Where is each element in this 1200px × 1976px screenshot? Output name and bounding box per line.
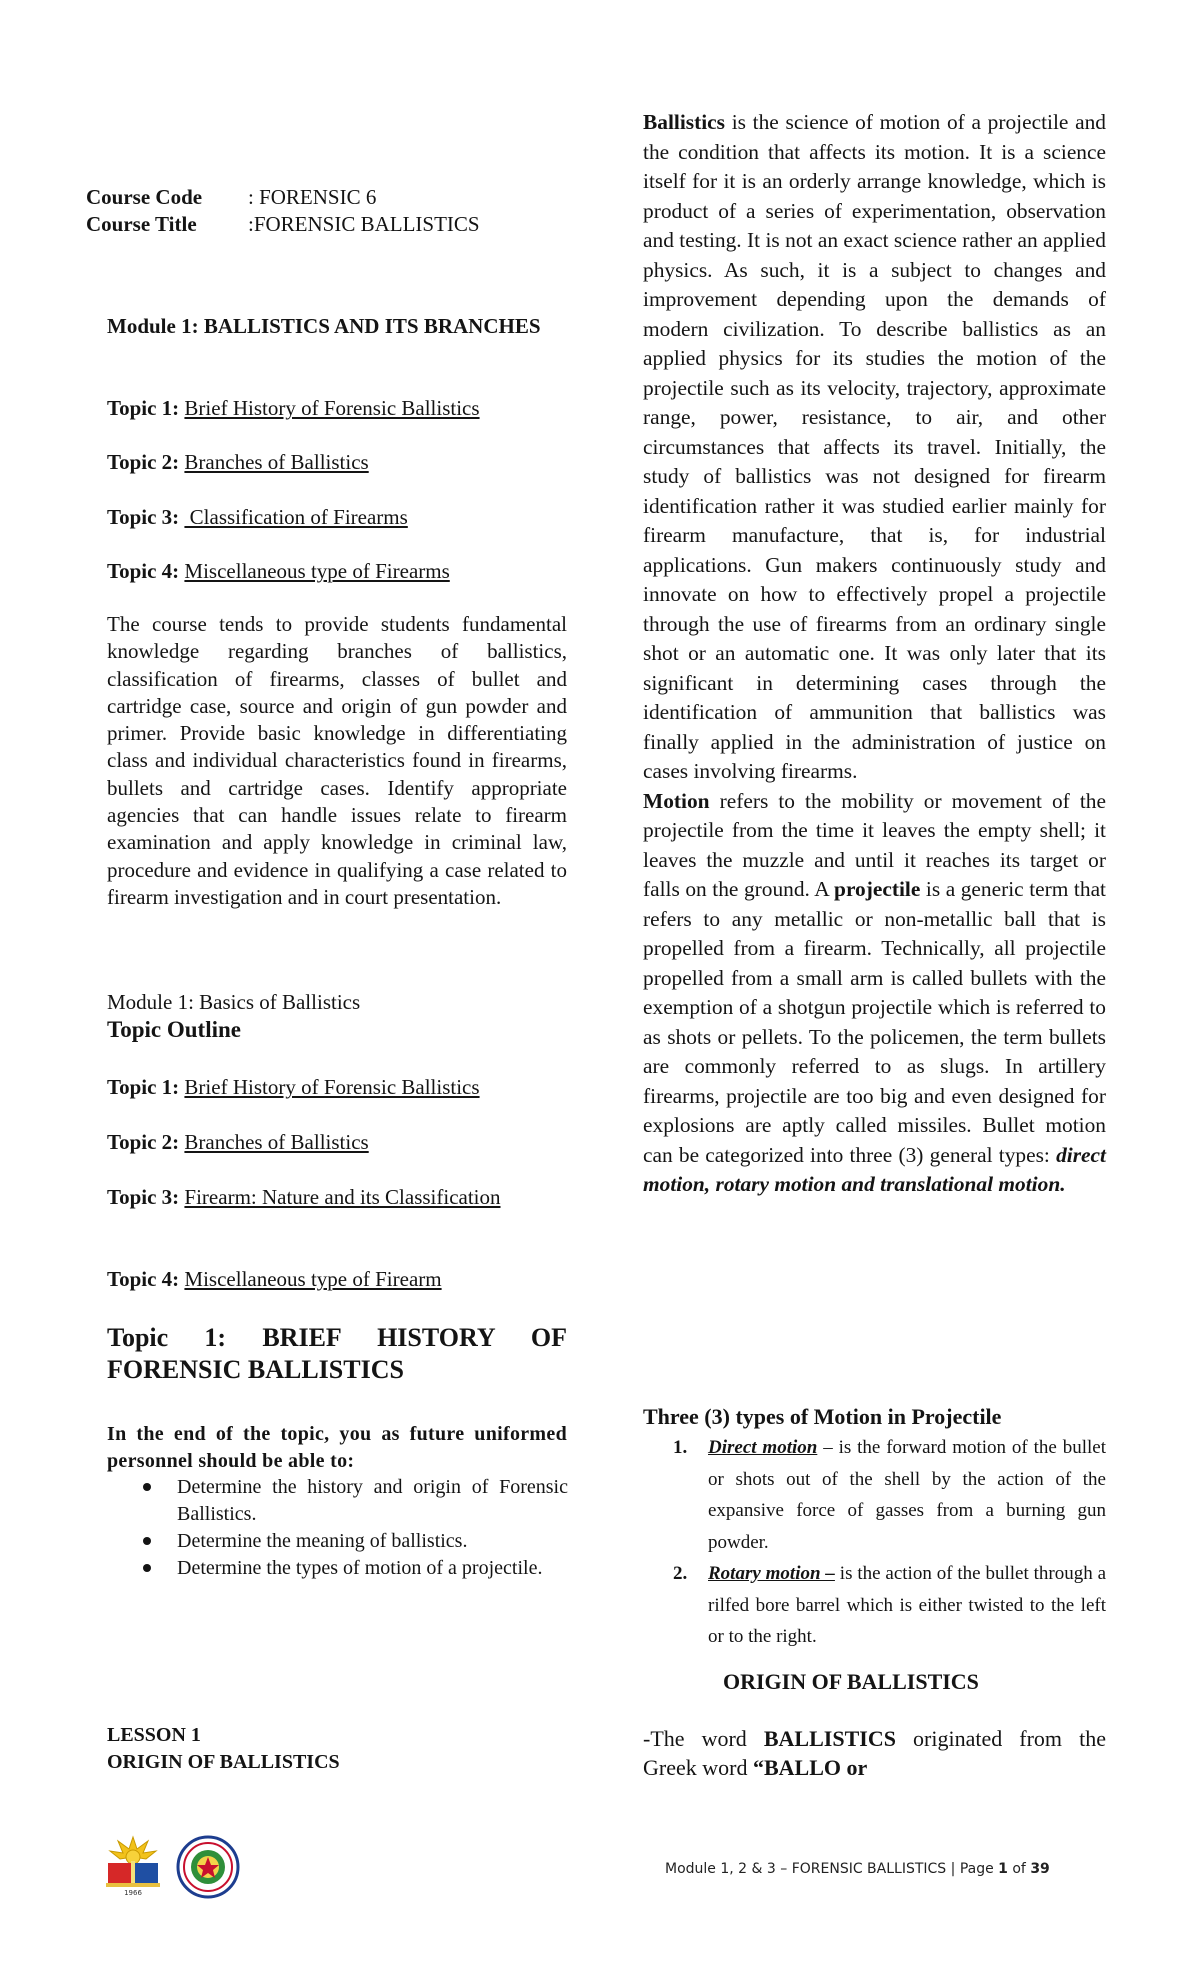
- page-number: 1: [998, 1861, 1008, 1877]
- motion-type-text: – is the forward motion of the bullet or shots out of the shell by the action of the expansive force of gasses from a burning gun powder.: [708, 1437, 1106, 1553]
- ballistics-term: Ballistics: [643, 110, 726, 134]
- topic-link[interactable]: Brief History of Forensic Ballistics: [184, 396, 480, 420]
- projectile-text: is a generic term that refers to any metallic or non-metallic ball that is propelled from a firearm. Technically, all projectile propelled from a small arm is called bullets with the exemption of a shotgun projectile which is referred to as shots or pellets. To the policemen, the term bullets are commonly referred to as slugs. In artillery firearms, projectile are too big and even designed for explosions are aptly called missiles. Bullet motion can be categorized into three (3) general types:: [643, 877, 1107, 1167]
- outline-heading: Topic Outline: [107, 1017, 241, 1042]
- course-title-value: :FORENSIC BALLISTICS: [248, 212, 480, 236]
- motion-types: direct motion, rotary motion and translational motion.: [643, 1142, 1106, 1196]
- outline-topic-1: [107, 1074, 480, 1101]
- course-title-line: [86, 211, 480, 238]
- course-code-value: : FORENSIC 6: [248, 185, 377, 209]
- motion-type-text: is the action of the bullet through a rilfed bore barrel which is either twisted to the left or to the right.: [708, 1563, 1107, 1647]
- bullet-icon: [143, 1564, 151, 1572]
- motion-types-list: [643, 1432, 1106, 1653]
- course-code-line: [86, 184, 376, 211]
- bullet-icon: [143, 1537, 151, 1545]
- module-title: Module 1: BALLISTICS AND ITS BRANCHES: [107, 314, 541, 338]
- origin-term: BALLISTICS: [763, 1726, 896, 1751]
- logo-year: 1966: [124, 1889, 142, 1897]
- ballistics-text: is the science of motion of a projectile and the condition that affects its motion. It is a science itself for it is an orderly arrange knowledge, which is product of a series of experimentation, observation and testing. It is not an exact science rather an applied physics. As such, it is a subject to changes and improvement depending upon the demands of modern civilization. To describe ballistics as an applied physics for its studies the motion of the projectile such as its velocity, trajectory, approximate range, power, resistance, to air, and other circumstances that affects its travel. Initially, the study of ballistics was not designed for firearm identification rather it was studied earlier mainly for firearm manufacture, that is, for industrial applications. Gun makers continuously study and innovate on how to effectively propel a projectile through the use of firearms from an ordinary single shot or an automatic one. It was only later that its significant in determining cases through the identification of ammunition that ballistics was finally applied in the administration of justice on cases involving firearms.: [643, 110, 1106, 783]
- topic-label: Topic 4:: [107, 559, 180, 583]
- footer-of: of: [1007, 1861, 1031, 1877]
- course-description: The course tends to provide students fundamental knowledge regarding branches of ballistics, classification of firearms, classes of bullet and cartridge case, source and origin of gun powder and primer. Provide basic knowledge in differentiating class and individual characteristics found in firearms, bullets and cartridge cases. Identify appropriate agencies that can handle issues relate to firearm examination and apply knowledge in criminal law, procedure and evidence in qualifying a case related to firearm investigation and in court presentation.: [107, 612, 567, 909]
- objective-item: [140, 1555, 568, 1582]
- topic-label: Topic 4:: [107, 1267, 180, 1291]
- school-logo-icon: [102, 1835, 164, 1897]
- objective-item: [140, 1528, 568, 1555]
- origin-paragraph: [643, 1724, 1106, 1782]
- motion-type-term: Direct motion: [708, 1437, 818, 1458]
- lesson-label: LESSON 1: [107, 1724, 201, 1746]
- topic-label: Topic 1:: [107, 396, 180, 420]
- motion-text: refers to the mobility or movement of the projectile from the time it leaves the empty shell; it leaves the muzzle and until it reaches its target or falls on the ground. A: [643, 788, 1106, 901]
- topic-link[interactable]: Firearm: Nature and its Classification: [184, 1185, 501, 1209]
- lesson-title: ORIGIN OF BALLISTICS: [107, 1751, 340, 1773]
- motion-paragraph: [643, 787, 1106, 1200]
- footer-prefix: Module 1, 2 & 3 – FORENSIC BALLISTICS | Page: [665, 1861, 999, 1877]
- topic-label: Topic 3:: [107, 1185, 180, 1209]
- origin-prefix: -The word: [643, 1726, 764, 1751]
- outline-topic-2: [107, 1129, 369, 1156]
- topic-link[interactable]: Branches of Ballistics: [184, 1130, 369, 1154]
- ballistics-paragraph: [643, 108, 1106, 787]
- list-number: 2.: [673, 1563, 688, 1584]
- course-title-label: Course Title: [86, 212, 197, 236]
- topic-label: Topic 1:: [107, 1075, 180, 1099]
- list-number: 1.: [673, 1437, 688, 1458]
- outline-topic-4: [107, 1266, 442, 1293]
- topic-link[interactable]: Miscellaneous type of Firearms: [184, 559, 450, 583]
- motion-type-item: [643, 1432, 1106, 1558]
- university-seal-icon: [176, 1835, 240, 1899]
- topic-link[interactable]: Branches of Ballistics: [184, 450, 369, 474]
- topic-link[interactable]: Brief History of Forensic Ballistics: [184, 1075, 480, 1099]
- projectile-term: projectile: [834, 877, 921, 901]
- objectives-list: [140, 1474, 568, 1582]
- course-code-label: Course Code: [86, 185, 203, 209]
- objectives-intro: In the end of the topic, you as future uniformed personnel should be able to:: [107, 1423, 567, 1472]
- page-total: 39: [1030, 1861, 1050, 1877]
- origin-heading: ORIGIN OF BALLISTICS: [723, 1669, 979, 1694]
- module-topic-4: [107, 558, 450, 585]
- right-column: [643, 108, 1106, 1200]
- module-topic-3: [107, 504, 408, 531]
- objective-text: Determine the meaning of ballistics.: [177, 1530, 468, 1552]
- topic-link[interactable]: Miscellaneous type of Firearm: [184, 1267, 442, 1291]
- topic-label: Topic 3:: [107, 505, 180, 529]
- objective-item: [140, 1474, 568, 1528]
- topic-label: Topic 2:: [107, 1130, 180, 1154]
- module-topic-2: [107, 449, 369, 476]
- origin-text: originated from the Greek word: [643, 1726, 1106, 1780]
- motion-type-item: [643, 1558, 1106, 1653]
- objective-text: Determine the types of motion of a projectile.: [177, 1557, 543, 1579]
- topic1-heading: Topic 1: BRIEF HISTORY OF FORENSIC BALLISTICS: [107, 1323, 567, 1384]
- module-topic-1: [107, 395, 480, 422]
- outline-module-line: Module 1: Basics of Ballistics: [107, 990, 361, 1014]
- motion-type-term: Rotary motion –: [708, 1563, 835, 1584]
- footer: [665, 1861, 1050, 1877]
- topic-link[interactable]: Classification of Firearms: [184, 505, 408, 529]
- motion-term: Motion: [643, 788, 710, 813]
- lesson-block: [107, 1722, 340, 1776]
- types-heading: Three (3) types of Motion in Projectile: [643, 1404, 1002, 1429]
- outline-topic-3: [107, 1184, 567, 1211]
- topic-label: Topic 2:: [107, 450, 180, 474]
- objective-text: Determine the history and origin of Forensic Ballistics.: [177, 1476, 568, 1525]
- bullet-icon: [143, 1483, 151, 1491]
- origin-quote: “BALLO or: [752, 1755, 868, 1780]
